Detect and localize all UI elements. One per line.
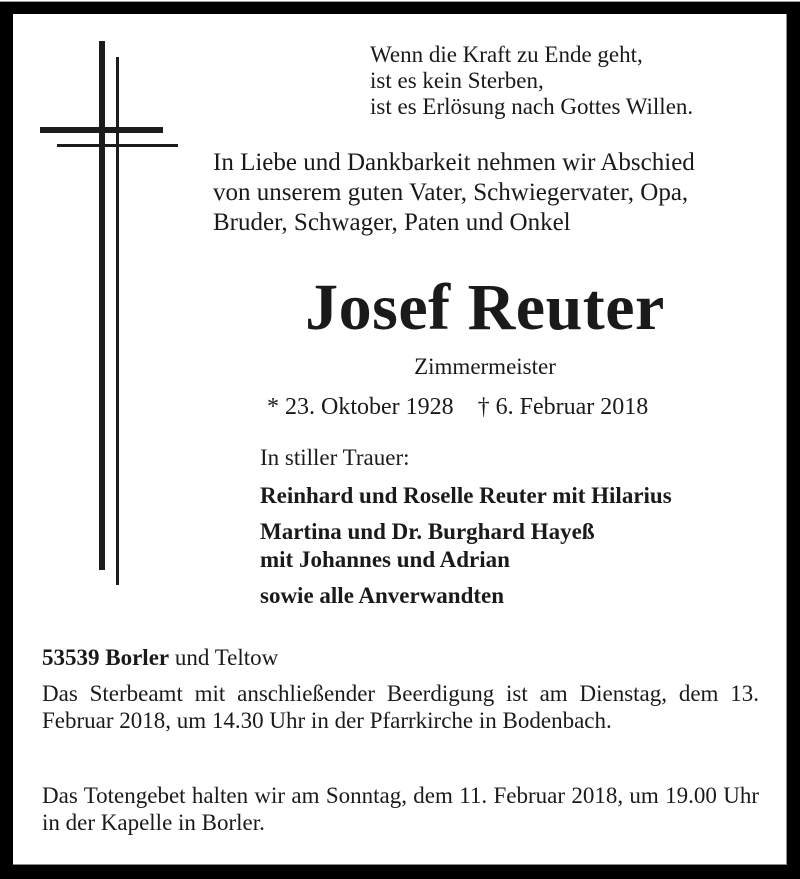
location: [42, 644, 278, 672]
obituary-paper: [13, 14, 787, 865]
cross-thin-horizontal: [57, 144, 178, 147]
intro-line: von unserem guten Vater, Schwiegervater, Opa,: [213, 179, 689, 206]
intro-line: Bruder, Schwager, Paten und Onkel: [213, 209, 571, 236]
cross-thick-horizontal: [40, 127, 163, 133]
mourner-line: mit Johannes und Adrian: [260, 547, 510, 572]
verse-line: Wenn die Kraft zu Ende geht,: [370, 42, 643, 67]
mourner-line: sowie alle Anverwandten: [260, 583, 505, 608]
life-dates: [267, 392, 648, 422]
mourning-label: In stiller Trauer:: [260, 445, 410, 470]
verse-line: ist es Erlösung nach Gottes Willen.: [370, 94, 694, 119]
intro-text: [213, 148, 695, 238]
intro-line: In Liebe und Dankbarkeit nehmen wir Abschied: [213, 149, 695, 176]
prayer-notice: Das Totengebet halten wir am Sonntag, dem 11. Februar 2018, um 19.00 Uhr in der Kapelle in Borler.: [42, 783, 759, 835]
mourner-line: Reinhard und Roselle Reuter mit Hilarius: [260, 483, 672, 508]
funeral-notice: Das Sterbeamt mit anschließender Beerdigung ist am Dienstag, dem 13. Februar 2018, um 14.30 Uhr in der Pfarrkirche in Bodenbach.: [42, 681, 759, 733]
verse-line: ist es kein Sterben,: [370, 68, 544, 93]
deceased-name: Josef Reuter: [305, 271, 665, 344]
verse: [370, 42, 693, 120]
mourner-line: Martina und Dr. Burghard Hayeß: [260, 519, 595, 544]
location-rest: und Teltow: [169, 645, 279, 670]
death-date: † 6. Februar 2018: [477, 394, 649, 420]
deceased-occupation: Zimmermeister: [414, 354, 556, 379]
birth-date: * 23. Oktober 1928: [267, 394, 454, 420]
location-town: 53539 Borler: [42, 645, 170, 670]
mourners-list: [260, 482, 672, 610]
